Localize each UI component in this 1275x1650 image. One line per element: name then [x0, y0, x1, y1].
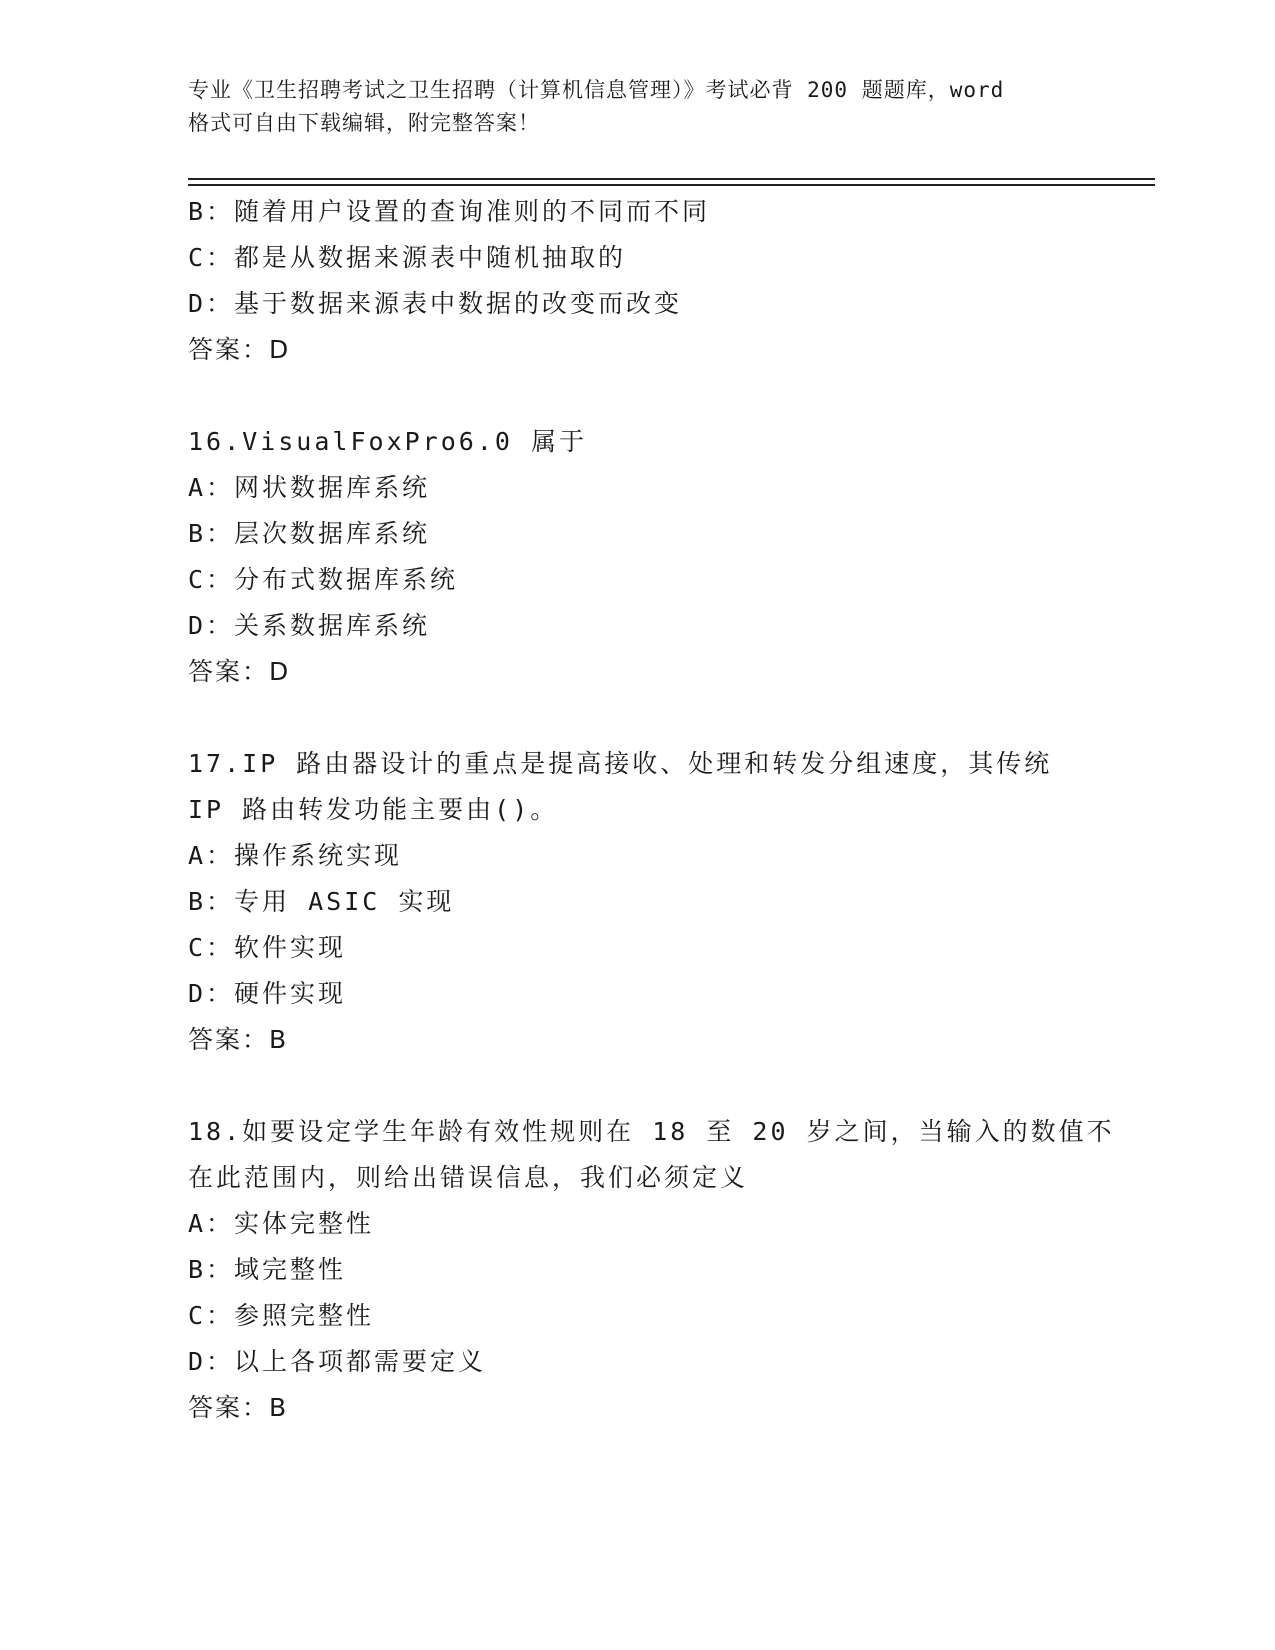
header-rule-bottom — [188, 184, 1155, 186]
answer-line: 答案：B — [188, 1393, 289, 1422]
question-stem-continued: 在此范围内，则给出错误信息，我们必须定义 — [188, 1163, 749, 1192]
option-d: D：关系数据库系统 — [188, 611, 431, 640]
answer-line: 答案：D — [188, 335, 291, 364]
question-stem: 16.VisualFoxPro6.0 属于 — [188, 427, 587, 456]
header-line-2: 格式可自由下载编辑，附完整答案！ — [188, 111, 540, 135]
option-b: B：层次数据库系统 — [188, 519, 431, 548]
option-a: A：网状数据库系统 — [188, 473, 431, 502]
question-17 — [188, 741, 1128, 1063]
option-a: A：实体完整性 — [188, 1209, 375, 1238]
answer-line: 答案：D — [188, 657, 291, 686]
question-gap — [188, 695, 1128, 741]
header-line-1: 专业《卫生招聘考试之卫生招聘（计算机信息管理）》考试必背 200 题题库，word — [188, 78, 1005, 102]
option-c: C：软件实现 — [188, 933, 347, 962]
option-b: B：随着用户设置的查询准则的不同而不同 — [188, 197, 711, 226]
document-header — [188, 74, 1088, 140]
question-stem: 17.IP 路由器设计的重点是提高接收、处理和转发分组速度，其传统 — [188, 749, 1053, 778]
header-rule-top — [188, 178, 1155, 180]
option-c: C：参照完整性 — [188, 1301, 375, 1330]
option-d: D：基于数据来源表中数据的改变而改变 — [188, 289, 683, 318]
option-c: C：分布式数据库系统 — [188, 565, 459, 594]
question-stem-continued: IP 路由转发功能主要由()。 — [188, 795, 559, 824]
question-15-continued — [188, 189, 1128, 373]
option-c: C：都是从数据来源表中随机抽取的 — [188, 243, 627, 272]
option-a: A：操作系统实现 — [188, 841, 403, 870]
question-gap — [188, 1063, 1128, 1109]
answer-line: 答案：B — [188, 1025, 289, 1054]
question-gap — [188, 373, 1128, 419]
question-stem: 18.如要设定学生年龄有效性规则在 18 至 20 岁之间，当输入的数值不 — [188, 1117, 1115, 1146]
option-b: B：域完整性 — [188, 1255, 347, 1284]
question-content — [188, 189, 1128, 1431]
option-d: D：以上各项都需要定义 — [188, 1347, 487, 1376]
option-b: B：专用 ASIC 实现 — [188, 887, 455, 916]
question-18 — [188, 1109, 1128, 1431]
question-16 — [188, 419, 1128, 695]
option-d: D：硬件实现 — [188, 979, 347, 1008]
